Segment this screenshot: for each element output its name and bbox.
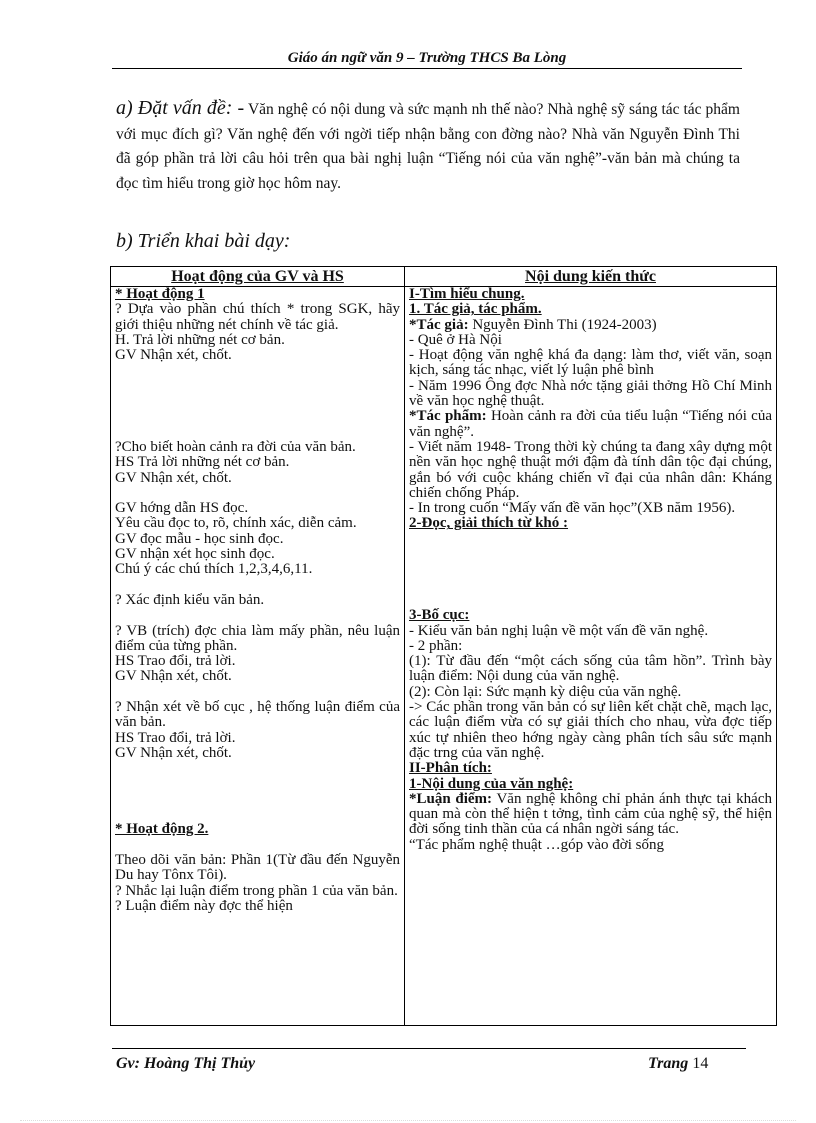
activity-text: HS Trao đổi, trả lời.	[115, 729, 236, 746]
activity-text: ? Nhắc lại luận điểm trong phần 1 của văn bản.	[115, 882, 398, 899]
activity-text: GV Nhận xét, chốt.	[115, 469, 232, 486]
activity-line	[115, 853, 400, 884]
content-line	[409, 624, 772, 639]
activity-line	[115, 899, 400, 914]
activity-text: Yêu cầu đọc to, rõ, chính xác, diễn cảm.	[115, 515, 357, 532]
activity-text: * Hoạt động 2.	[115, 821, 209, 838]
column-header-content: Nội dung kiến thức	[405, 267, 777, 287]
activity-text: * Hoạt động 1	[115, 287, 205, 302]
activity-line	[115, 746, 400, 761]
activity-text: ? Luận điểm này đợc thể hiện	[115, 897, 293, 914]
activity-spacer	[115, 363, 400, 440]
intro-paragraph	[116, 96, 740, 196]
activity-spacer	[115, 486, 400, 501]
activity-text: GV Nhận xét, chốt.	[115, 668, 232, 685]
page-number: 14	[692, 1055, 709, 1072]
activity-spacer	[115, 578, 400, 593]
activity-text: GV đọc mẫu - học sinh đọc.	[115, 530, 284, 547]
content-keyword: *Tác giả:	[409, 316, 469, 333]
content-text: Văn nghệ không chỉ phản ánh thực tại khách quan mà còn thể hiện t tởng, tình cảm của nghệ sỹ, thể hiện đời sống tinh thần của cá nhân ngời sáng tác.	[409, 790, 772, 838]
activity-line	[115, 562, 400, 577]
content-line	[409, 302, 772, 317]
activity-line	[115, 348, 400, 363]
activity-line	[115, 822, 400, 837]
content-text: -> Các phần trong văn bản có sự liên kết chặt chẽ, mạch lạc, các luận điểm vừa có sự giải thích cho nhau, vừa đợc tiếp xúc tự nhiên theo hớng ngày càng phân tích sâu sức mạnh đặc trng của văn nghệ.	[409, 699, 772, 761]
content-line	[409, 409, 772, 440]
activities-text	[115, 287, 400, 1025]
activities-cell	[111, 287, 405, 1026]
section-subheading: b) Triển khai bài dạy:	[116, 230, 291, 252]
activity-line	[115, 593, 400, 608]
activity-text: HS Trả lời những nét cơ bản.	[115, 454, 290, 471]
content-text: (2): Còn lại: Sức mạnh kỳ diệu của văn nghệ.	[409, 683, 682, 700]
activity-line	[115, 884, 400, 899]
content-line	[409, 440, 772, 501]
content-text: 1-Nội dung của văn nghệ:	[409, 775, 574, 792]
content-text	[409, 287, 772, 1025]
activity-line	[115, 501, 400, 516]
content-line	[409, 516, 772, 531]
content-line	[409, 838, 772, 853]
lesson-table	[110, 266, 777, 1026]
content-spacer	[409, 532, 772, 609]
content-line	[409, 287, 772, 302]
activity-text: ? Nhận xét về bố cục , hệ thống luận điểm của văn bản.	[115, 699, 400, 731]
content-text: “Tác phẩm nghệ thuật …góp vào đời sống	[409, 836, 664, 853]
activity-spacer	[115, 608, 400, 623]
activity-line	[115, 516, 400, 531]
activity-text: Theo dõi văn bản: Phần 1(Từ đầu đến Nguyễn Du hay Tônx Tôi).	[115, 852, 400, 884]
footer-divider	[112, 1048, 746, 1049]
content-text: - 2 phần:	[409, 637, 463, 654]
activity-spacer	[115, 838, 400, 853]
activity-line	[115, 287, 400, 302]
content-line	[409, 348, 772, 379]
activity-text: ? Xác định kiểu văn bản.	[115, 591, 265, 608]
footer-author: Gv: Hoàng Thị Thủy	[116, 1055, 256, 1072]
page-bottom-edge	[20, 1120, 796, 1121]
column-header-activities: Hoạt động của GV và HS	[111, 267, 405, 287]
activity-line	[115, 624, 400, 655]
content-keyword: *Luận điểm:	[409, 790, 493, 807]
content-text: 2-Đọc, giải thích từ khó :	[409, 515, 569, 532]
content-text: 3-Bố cục:	[409, 607, 470, 624]
footer-page	[648, 1055, 708, 1073]
content-line	[409, 608, 772, 623]
content-text: - Kiểu văn bản nghị luận về một vấn đề văn nghệ.	[409, 622, 709, 639]
page-header: Giáo án ngữ văn 9 – Trường THCS Ba Lòng	[112, 50, 742, 69]
activity-text: GV Nhận xét, chốt.	[115, 744, 232, 761]
content-text: 1. Tác giả, tác phẩm.	[409, 301, 542, 318]
activity-text: Chú ý các chú thích 1,2,3,4,6,11.	[115, 561, 313, 578]
activity-line	[115, 455, 400, 470]
content-line	[409, 639, 772, 654]
activity-line	[115, 669, 400, 684]
activity-line	[115, 700, 400, 731]
content-text: - Quê ở Hà Nội	[409, 331, 502, 348]
content-text: - Hoạt động văn nghệ khá đa dạng: làm thơ, viết văn, soạn kịch, sáng tác nhạc, viết lý luận phê bình	[409, 347, 772, 379]
content-text: - In trong cuốn “Mấy vấn đề văn học”(XB năm 1956).	[409, 500, 736, 517]
activity-line	[115, 547, 400, 562]
activity-text: GV Nhận xét, chốt.	[115, 347, 232, 364]
content-text: - Năm 1996 Ông đợc Nhà nớc tặng giải thởng Hồ Chí Minh về văn học nghệ thuật.	[409, 377, 772, 410]
content-text: (1): Từ đầu đến “một cách sống của tâm hồn”. Trình bày luận điểm: Nội dung của văn nghệ.	[409, 653, 772, 685]
activity-text: H. Trả lời những nét cơ bản.	[115, 331, 285, 348]
content-line	[409, 333, 772, 348]
content-line	[409, 685, 772, 700]
content-cell	[405, 287, 777, 1026]
content-line	[409, 379, 772, 410]
activity-line	[115, 654, 400, 669]
activity-text: GV nhận xét học sinh đọc.	[115, 546, 275, 563]
activity-text: ?Cho biết hoàn cảnh ra đời của văn bản.	[115, 438, 356, 455]
activity-text: ? Dựa vào phần chú thích * trong SGK, hãy giới thiệu những nét chính về tác giả.	[115, 301, 400, 333]
content-text: I-Tìm hiểu chung.	[409, 287, 525, 302]
content-line	[409, 654, 772, 685]
content-keyword: *Tác phẩm:	[409, 408, 487, 425]
content-text: Nguyễn Đình Thi (1924-2003)	[468, 316, 657, 333]
activity-line	[115, 333, 400, 348]
activity-text: HS Trao đổi, trả lời.	[115, 653, 236, 670]
activity-line	[115, 731, 400, 746]
activity-text: ? VB (trích) đợc chia làm mấy phần, nêu luận điểm của từng phần.	[115, 622, 400, 654]
activity-line	[115, 471, 400, 486]
content-text: Hoàn cảnh ra đời của tiểu luận “Tiếng nói của văn nghệ”.	[409, 408, 772, 440]
intro-text: Văn nghệ có nội dung và sức mạnh nh thế nào? Nhà nghệ sỹ sáng tác tác phẩm với mục đích gì? Văn nghệ đến với ngời tiếp nhận bằng con đờng nào? Nhà văn Nguyễn Đình Thi đã góp phần trả lời câu hỏi trên qua bài nghị luận “Tiếng nói của văn nghệ”-văn bản mà chúng ta đọc tìm hiểu trong giờ học hôm nay.	[116, 101, 740, 192]
content-text: - Viết năm 1948- Trong thời kỳ chúng ta đang xây dựng một nền văn học nghệ thuật mới đậm đà tính dân tộc đại chúng, gắn bó với cuộc kháng chiến vĩ đại của nhân dân: Kháng chiến chống Pháp.	[409, 438, 772, 501]
content-line	[409, 761, 772, 776]
activity-spacer	[115, 761, 400, 822]
content-line	[409, 318, 772, 333]
activity-line	[115, 440, 400, 455]
activity-text: GV hớng dẫn HS đọc.	[115, 500, 249, 517]
activity-spacer	[115, 685, 400, 700]
content-line	[409, 501, 772, 516]
content-line	[409, 792, 772, 838]
content-text: II-Phân tích:	[409, 760, 492, 777]
activity-line	[115, 532, 400, 547]
intro-label: a) Đặt vấn đề: -	[116, 97, 245, 119]
activity-line	[115, 302, 400, 333]
content-line	[409, 777, 772, 792]
page-label: Trang	[648, 1055, 689, 1072]
content-line	[409, 700, 772, 761]
